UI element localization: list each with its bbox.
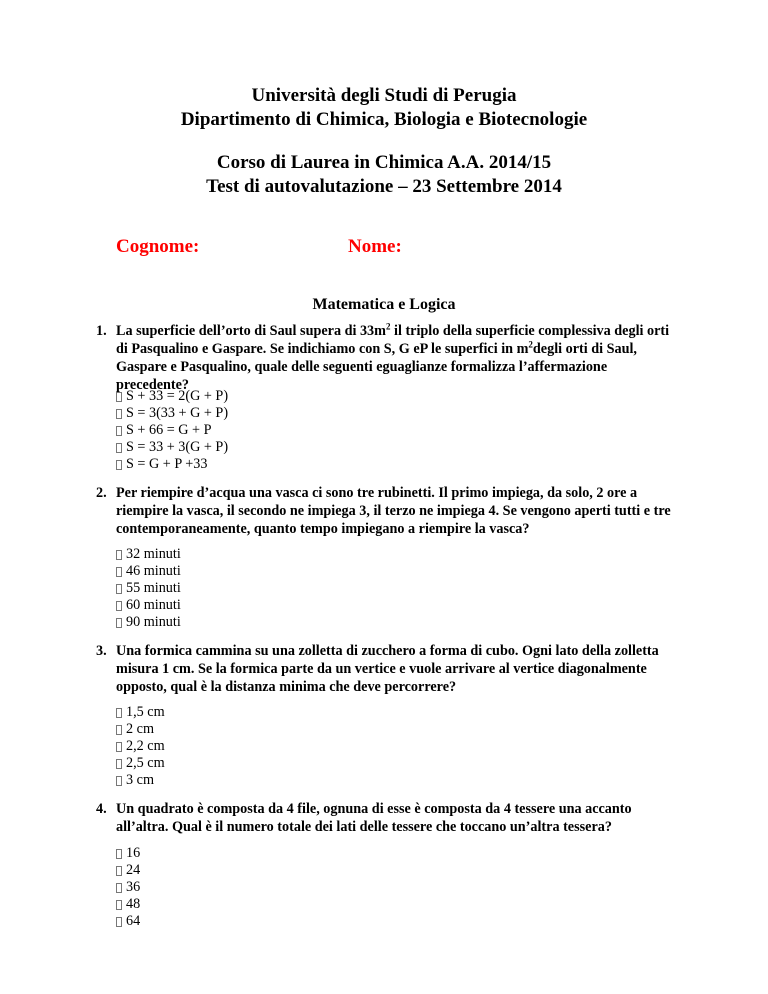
question-4-options [116,845,140,930]
answer-option[interactable]: 46 minuti [116,563,181,580]
question-text: Un quadrato è composta da 4 file, ognuna di esse è composta da 4 tessere una accanto all’altra. Qual è il numero totale dei lati delle tessere che toccano un’altra tessera? [116,801,632,835]
question-number: 1. [96,323,107,339]
answer-option[interactable]: 36 [116,879,140,896]
checkbox-icon[interactable] [116,550,122,560]
answer-option[interactable]: 2 cm [116,721,165,738]
answer-option[interactable]: 48 [116,896,140,913]
question-text: Una formica cammina su una zolletta di zucchero a forma di cubo. Ogni lato della zolletta misura 1 cm. Se la formica parte da un vertice e vuole arrivare al vertice diagonalmente opposto, qual è la distanza minima che deve percorrere? [116,643,659,695]
checkbox-icon[interactable] [116,426,122,436]
answer-option[interactable]: 1,5 cm [116,704,165,721]
answer-option[interactable]: S = G + P +33 [116,456,228,473]
test-title: Test di autovalutazione – 23 Settembre 2014 [206,176,562,197]
answer-option[interactable]: 90 minuti [116,614,181,631]
checkbox-icon[interactable] [116,392,122,402]
name-label: Nome: [348,236,402,257]
question-text: La superficie dell’orto di Saul supera di $33m^2$ il triplo della superficie complessiva degli orti di Pasqualino e Gaspare. Se indichiamo con S, G eP le superfici in $m^2degli$ orti di Saul, Gaspare e Pasqualino, quale delle seguenti eguaglianze formalizza l’affermazione precedente? [116,321,670,393]
answer-option[interactable]: 64 [116,913,140,930]
checkbox-icon[interactable] [116,866,122,876]
course-title: Corso di Laurea in Chimica A.A. 2014/15 [216,152,552,173]
university-name: Università degli Studi di Perugia [251,85,517,106]
checkbox-icon[interactable] [116,584,122,594]
question-number: 3. [96,643,107,659]
checkbox-icon[interactable] [116,725,122,735]
question-number: 4. [96,801,107,817]
question-2 [96,484,676,538]
answer-option[interactable]: S = 33 + 3(G + P) [116,439,228,456]
section-title: Matematica e Logica [312,296,456,313]
checkbox-icon[interactable] [116,601,122,611]
checkbox-icon[interactable] [116,742,122,752]
checkbox-icon[interactable] [116,883,122,893]
checkbox-icon[interactable] [116,708,122,718]
checkbox-icon[interactable] [116,460,122,470]
checkbox-icon[interactable] [116,900,122,910]
checkbox-icon[interactable] [116,443,122,453]
question-3 [96,642,676,696]
answer-option[interactable]: 24 [116,862,140,879]
checkbox-icon[interactable] [116,567,122,577]
checkbox-icon[interactable] [116,917,122,927]
question-4 [96,800,676,836]
answer-option[interactable]: S + 33 = 2(G + P) [116,388,228,405]
answer-option[interactable]: S + 66 = G + P [116,422,228,439]
answer-option[interactable]: 32 minuti [116,546,181,563]
answer-option[interactable]: S = 3(33 + G + P) [116,405,228,422]
question-text: Per riempire d’acqua una vasca ci sono tre rubinetti. Il primo impiega, da solo, 2 ore a riempire la vasca, il secondo ne impiega 3, il terzo ne impiega 4. Se vengono aperti tutti e tre contemporaneamente, quanto tempo impiegano a riempire la vasca? [116,485,671,537]
answer-option[interactable]: 55 minuti [116,580,181,597]
checkbox-icon[interactable] [116,849,122,859]
answer-option[interactable]: 16 [116,845,140,862]
checkbox-icon[interactable] [116,759,122,769]
question-1-options [116,388,228,473]
question-1 [96,321,676,394]
checkbox-icon[interactable] [116,776,122,786]
checkbox-icon[interactable] [116,409,122,419]
checkbox-icon[interactable] [116,618,122,628]
answer-option[interactable]: 3 cm [116,772,165,789]
question-3-options [116,704,165,789]
answer-option[interactable]: 2,2 cm [116,738,165,755]
question-2-options [116,546,181,631]
question-number: 2. [96,485,107,501]
department-name: Dipartimento di Chimica, Biologia e Biotecnologie [180,109,588,130]
answer-option[interactable]: 2,5 cm [116,755,165,772]
surname-label: Cognome: [116,236,200,257]
answer-option[interactable]: 60 minuti [116,597,181,614]
